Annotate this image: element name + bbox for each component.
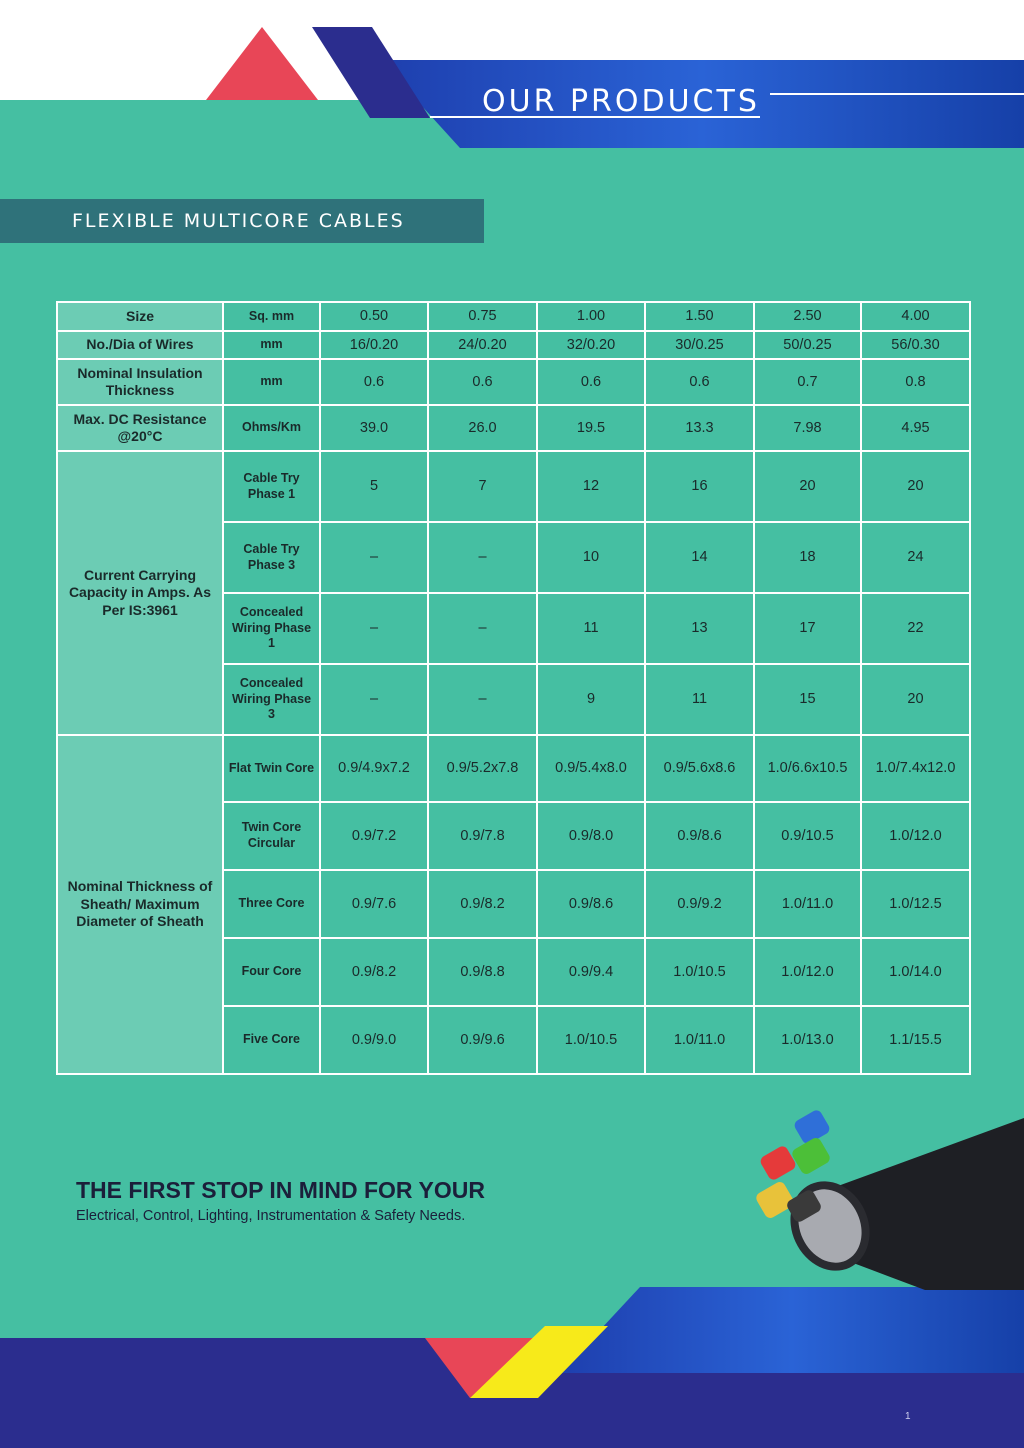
page-number: 1 (905, 1411, 911, 1422)
header-rule-right (770, 93, 1024, 95)
value-cell: 1.1/15.5 (861, 1006, 970, 1074)
row-unit: Concealed Wiring Phase 1 (223, 593, 320, 664)
value-cell: 1.0/11.0 (754, 870, 861, 938)
value-cell: 0.9/8.0 (537, 802, 645, 870)
size-cell: 1.00 (537, 302, 645, 331)
value-cell: 20 (861, 664, 970, 735)
row-unit: Cable Try Phase 3 (223, 522, 320, 593)
value-cell: 1.0/12.0 (861, 802, 970, 870)
value-cell: – (320, 664, 428, 735)
value-cell: 0.7 (754, 359, 861, 405)
value-cell: 4.95 (861, 405, 970, 451)
value-cell: – (320, 593, 428, 664)
value-cell: 0.6 (645, 359, 754, 405)
value-cell: 11 (645, 664, 754, 735)
table-row-size (57, 302, 970, 331)
value-cell: 0.8 (861, 359, 970, 405)
value-cell: 0.9/7.8 (428, 802, 537, 870)
row-unit: Four Core (223, 938, 320, 1006)
value-cell: 7.98 (754, 405, 861, 451)
table-row-sheath (57, 735, 970, 802)
value-cell: 10 (537, 522, 645, 593)
section-banner (0, 199, 484, 243)
value-cell: 1.0/12.0 (754, 938, 861, 1006)
row-label: No./Dia of Wires (57, 331, 223, 359)
size-cell: 4.00 (861, 302, 970, 331)
value-cell: 13 (645, 593, 754, 664)
top-red-triangle (206, 27, 318, 100)
tagline-heading: THE FIRST STOP IN MIND FOR YOUR (76, 1177, 485, 1203)
value-cell: 1.0/10.5 (537, 1006, 645, 1074)
row-unit: Five Core (223, 1006, 320, 1074)
value-cell: 0.9/10.5 (754, 802, 861, 870)
value-cell: 20 (754, 451, 861, 522)
value-cell: 16/0.20 (320, 331, 428, 359)
value-cell: 0.9/9.4 (537, 938, 645, 1006)
row-unit: Flat Twin Core (223, 735, 320, 802)
value-cell: 1.0/14.0 (861, 938, 970, 1006)
size-cell: 2.50 (754, 302, 861, 331)
value-cell: 0.9/8.6 (645, 802, 754, 870)
value-cell: 7 (428, 451, 537, 522)
value-cell: 17 (754, 593, 861, 664)
value-cell: 0.9/8.8 (428, 938, 537, 1006)
value-cell: 0.6 (537, 359, 645, 405)
value-cell: 5 (320, 451, 428, 522)
value-cell: 1.0/6.6x10.5 (754, 735, 861, 802)
value-cell: 0.9/8.2 (428, 870, 537, 938)
value-cell: 0.9/8.6 (537, 870, 645, 938)
section-title: FLEXIBLE MULTICORE CABLES (72, 210, 405, 232)
value-cell: 32/0.20 (537, 331, 645, 359)
value-cell: 0.9/9.0 (320, 1006, 428, 1074)
value-cell: 1.0/10.5 (645, 938, 754, 1006)
value-cell: 11 (537, 593, 645, 664)
row-unit: Ohms/Km (223, 405, 320, 451)
value-cell: – (428, 522, 537, 593)
value-cell: 13.3 (645, 405, 754, 451)
size-cell: 0.75 (428, 302, 537, 331)
value-cell: 56/0.30 (861, 331, 970, 359)
value-cell: 18 (754, 522, 861, 593)
row-unit: Sq. mm (223, 302, 320, 331)
value-cell: 0.9/9.6 (428, 1006, 537, 1074)
value-cell: 12 (537, 451, 645, 522)
row-label: Max. DC Resistance @20°C (57, 405, 223, 451)
value-cell: 20 (861, 451, 970, 522)
value-cell: 24/0.20 (428, 331, 537, 359)
value-cell: 22 (861, 593, 970, 664)
cable-illustration (745, 1098, 1024, 1290)
value-cell: 0.6 (428, 359, 537, 405)
value-cell: – (428, 664, 537, 735)
row-unit: Concealed Wiring Phase 3 (223, 664, 320, 735)
value-cell: 1.0/12.5 (861, 870, 970, 938)
value-cell: 15 (754, 664, 861, 735)
value-cell: 30/0.25 (645, 331, 754, 359)
group-label-current: Current Carrying Capacity in Amps. As Per IS:3961 (57, 451, 223, 735)
table-row-wires (57, 331, 970, 359)
size-cell: 1.50 (645, 302, 754, 331)
table-row-resistance (57, 405, 970, 451)
value-cell: 0.9/7.6 (320, 870, 428, 938)
value-cell: 0.6 (320, 359, 428, 405)
value-cell: 0.9/8.2 (320, 938, 428, 1006)
cable-cores (754, 1108, 832, 1224)
specs-table (56, 301, 971, 1075)
value-cell: 0.9/4.9x7.2 (320, 735, 428, 802)
value-cell: – (320, 522, 428, 593)
value-cell: 1.0/13.0 (754, 1006, 861, 1074)
value-cell: 14 (645, 522, 754, 593)
value-cell: 26.0 (428, 405, 537, 451)
value-cell: – (428, 593, 537, 664)
tagline-subtext: Electrical, Control, Lighting, Instrumentation & Safety Needs. (76, 1208, 466, 1224)
value-cell: 0.9/5.6x8.6 (645, 735, 754, 802)
size-cell: 0.50 (320, 302, 428, 331)
table-row-insulation (57, 359, 970, 405)
value-cell: 16 (645, 451, 754, 522)
row-label: Size (57, 302, 223, 331)
bottom-blue-band (560, 1287, 1024, 1373)
page-title: OUR PRODUCTS (482, 84, 760, 119)
table-row-current (57, 451, 970, 522)
row-label: Nominal Insulation Thickness (57, 359, 223, 405)
row-unit: mm (223, 331, 320, 359)
value-cell: 24 (861, 522, 970, 593)
value-cell: 50/0.25 (754, 331, 861, 359)
row-unit: Twin Core Circular (223, 802, 320, 870)
value-cell: 0.9/5.2x7.8 (428, 735, 537, 802)
value-cell: 19.5 (537, 405, 645, 451)
value-cell: 1.0/11.0 (645, 1006, 754, 1074)
value-cell: 0.9/7.2 (320, 802, 428, 870)
value-cell: 39.0 (320, 405, 428, 451)
row-unit: Three Core (223, 870, 320, 938)
value-cell: 1.0/7.4x12.0 (861, 735, 970, 802)
row-unit: Cable Try Phase 1 (223, 451, 320, 522)
value-cell: 9 (537, 664, 645, 735)
group-label-sheath: Nominal Thickness of Sheath/ Maximum Diameter of Sheath (57, 735, 223, 1074)
value-cell: 0.9/5.4x8.0 (537, 735, 645, 802)
value-cell: 0.9/9.2 (645, 870, 754, 938)
row-unit: mm (223, 359, 320, 405)
